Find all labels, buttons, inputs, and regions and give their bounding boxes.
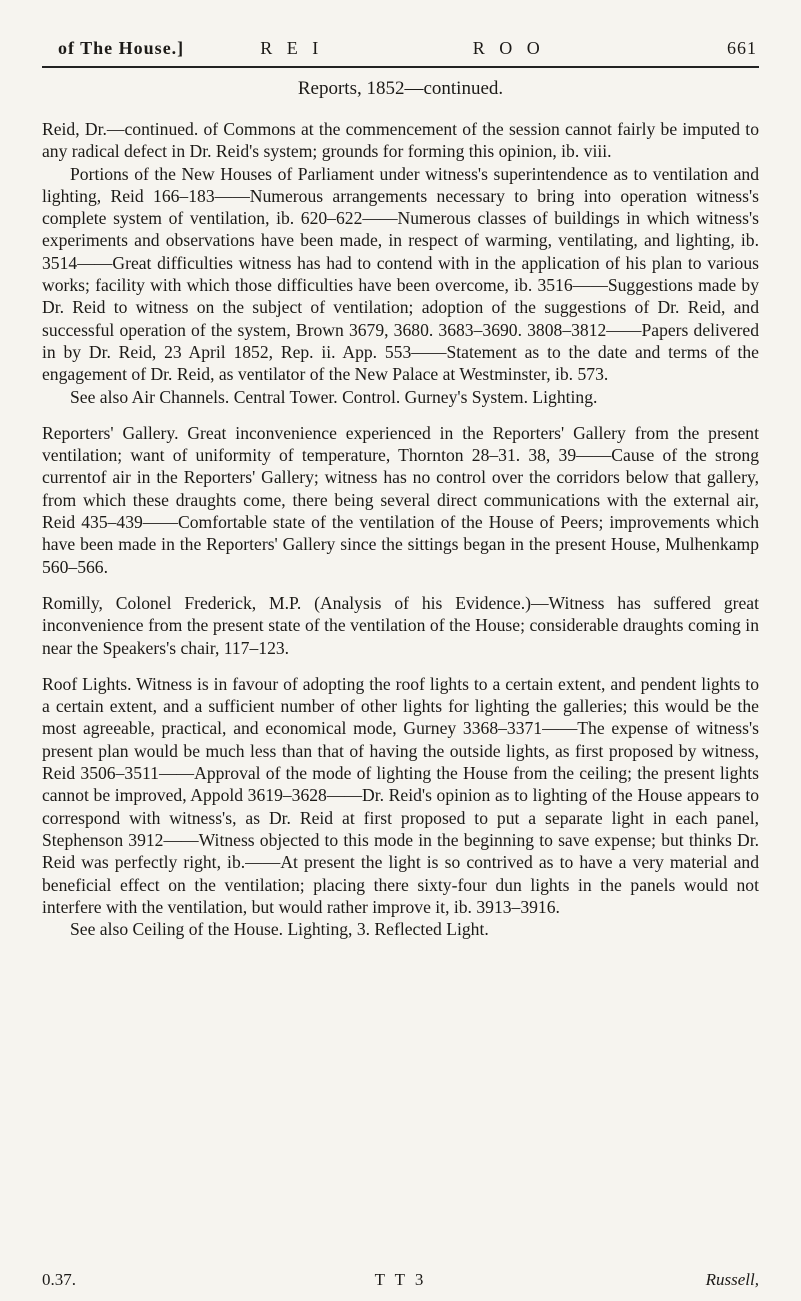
catchword: Russell, [705,1270,759,1289]
index-entry-reporters-gallery [42,422,759,578]
entry-paragraph: Reporters' Gallery. Great inconvenience experienced in the Reporters' Gallery from the present ventilation; want of uniformity of temperature, Thornton 28–31. 38, 39——Cause of the strong currentof air in the Reporters' Gallery; witness has no control over the corridors below that gallery, from which these draughts come, there being several direct communications with the external air, Reid 435–439——Comfortable state of the ventilation of the House of Peers; improvements which have been made in the Reporters' Gallery since the sittings began in the present House, Mulhenkamp 560–566. [42,422,759,577]
header-rule [42,66,759,68]
page-number: 661 [727,38,757,58]
index-entry-reid [42,118,759,408]
footer-left: 0.37. [42,1270,76,1289]
running-head-center [42,38,759,59]
entry-paragraph: Reid, Dr.—continued. of Commons at the commencement of the session cannot fairly be imputed to any radical defect in Dr. Reid's system; grounds for forming this opinion, ib. viii. [42,119,759,162]
section-subheading: Reports, 1852—continued. [297,78,504,99]
running-head-center-right: R O O [472,38,541,58]
see-also-paragraph: See also Ceiling of the House. Lighting, 3. Reflected Light. [70,919,489,940]
running-head-left: of The House.] [58,38,185,58]
see-also-paragraph: See also Air Channels. Central Tower. Control. Gurney's System. Lighting. [70,386,598,407]
entry-paragraph: Roof Lights. Witness is in favour of adopting the roof lights to a certain extent, and pendent lights to a certain extent, and a sufficient number of other lights for lighting the galleries; this would be the most agreeable, practical, and economical mode, Gurney 3368–3371——The expense of witness's present plan would be much less than that of having the outside lights, as first proposed by witness, Reid 3506–3511——Approval of the mode of lighting the House from the ceiling; the present lights cannot be improved, Appold 3619–3628——Dr. Reid's opinion as to lighting of the House appears to correspond with witness's, as Dr. Reid at first proposed to put a separate light in each panel, Stephenson 3912——Witness objected to this mode in the beginning to save expense; but thinks Dr. Reid was perfectly right, ib.——At present the light is so contrived as to have a very material and beneficial effect on the ventilation; placing there sixty-four dun lights in the panels would not interfere with the ventilation, but would rather improve it, ib. 3913–3916. [42,673,759,917]
running-head [42,30,759,60]
index-entry-roof-lights [42,673,759,941]
entry-paragraph: Romilly, Colonel Frederick, M.P. (Analysis of his Evidence.)—Witness has suffered great inconvenience from the present state of the ventilation of the House; considerable draughts coming in near the Speakers's chair, 117–123. [42,592,759,658]
entry-paragraph: Portions of the New Houses of Parliament under witness's superintendence as to ventilation and lighting, Reid 166–183——Numerous arrangements necessary to bring into operation witness's complete system of ventilation, ib. 620–622——Numerous classes of buildings in which witness's experiments and observations have been made, in respect of warming, ventilating, and lighting, ib. 3514——Great difficulties witness has had to contend with in the application of his plan to various works; facility with which those difficulties have been overcome, ib. 3516——Suggestions made by Dr. Reid to witness on the subject of ventilation; adoption of the suggestions of Dr. Reid, and successful operation of the system, Brown 3679, 3680. 3683–3690. 3808–3812——Papers delivered in by Dr. Reid, 23 April 1852, Rep. ii. App. 553——Statement as to the date and terms of the engagement of Dr. Reid, as ventilator of the New Palace at Westminster, ib. 573. [42,163,759,385]
signature-mark: T T 3 [374,1270,427,1289]
index-entry-romilly [42,592,759,659]
running-head-center-left: R E I [260,38,320,58]
